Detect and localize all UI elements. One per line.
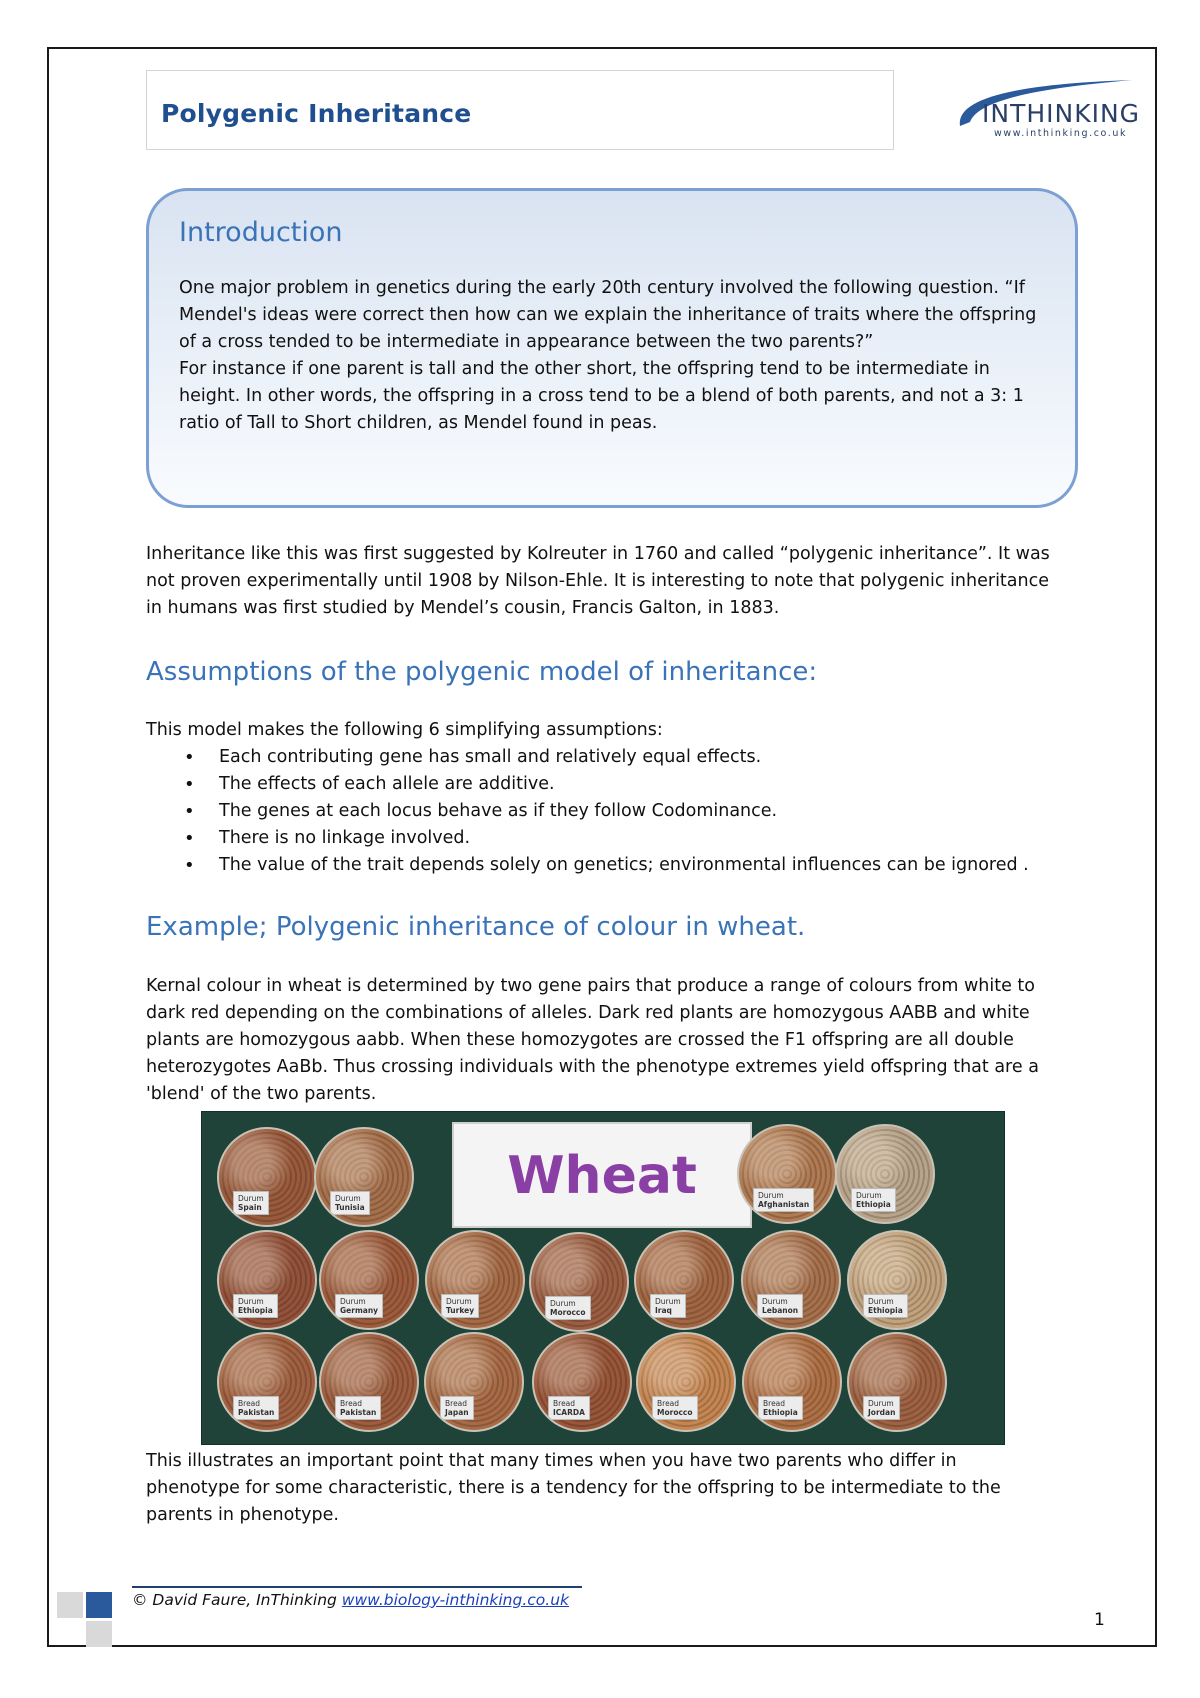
introduction-paragraph-1: One major problem in genetics during the early 20th century involved the following question. “If Mendel's ideas were correct then how can we explain the inheritance of traits where the offspring of a cross tended to be intermediate in appearance between the two parents?” bbox=[179, 278, 1037, 352]
assumption-item: • The genes at each locus behave as if they follow Codominance. bbox=[146, 798, 1056, 825]
logo-url: www.inthinking.co.uk bbox=[994, 128, 1128, 139]
wheat-sign bbox=[452, 1122, 752, 1228]
wheat-dish-origin: Morocco bbox=[657, 1408, 693, 1417]
footer-link[interactable]: www.biology-inthinking.co.uk bbox=[341, 1591, 569, 1609]
wheat-dish bbox=[319, 1230, 419, 1330]
assumptions-list bbox=[146, 744, 1056, 879]
wheat-dish bbox=[314, 1127, 414, 1227]
assumption-item: • Each contributing gene has small and relatively equal effects. bbox=[146, 744, 1056, 771]
wheat-dish-type: Bread bbox=[238, 1399, 261, 1408]
footer-square-blue bbox=[86, 1592, 112, 1618]
wheat-dish-origin: Japan bbox=[445, 1408, 469, 1417]
wheat-dish-origin: ICARDA bbox=[553, 1408, 585, 1417]
wheat-dish bbox=[835, 1124, 935, 1224]
wheat-dish-label bbox=[233, 1294, 278, 1318]
wheat-dish bbox=[847, 1230, 947, 1330]
wheat-dish-origin: Ethiopia bbox=[763, 1408, 798, 1417]
wheat-dish-label bbox=[548, 1396, 590, 1420]
wheat-dish-type: Durum bbox=[868, 1297, 894, 1306]
wheat-dish-type: Bread bbox=[445, 1399, 468, 1408]
wheat-dish-origin: Iraq bbox=[655, 1306, 672, 1315]
wheat-dish-label bbox=[441, 1294, 479, 1318]
wheat-dish-label bbox=[335, 1396, 381, 1420]
footer-square-grey bbox=[57, 1592, 83, 1618]
wheat-dish-type: Durum bbox=[340, 1297, 366, 1306]
wheat-dish-type: Durum bbox=[758, 1191, 784, 1200]
wheat-dish bbox=[737, 1124, 837, 1224]
wheat-dish-label bbox=[440, 1396, 474, 1420]
footer-rule bbox=[132, 1586, 582, 1588]
introduction-heading: Introduction bbox=[179, 217, 343, 248]
wheat-sign-text: Wheat bbox=[507, 1146, 697, 1206]
wheat-dish-origin: Ethiopia bbox=[856, 1200, 891, 1209]
wheat-dish-type: Durum bbox=[446, 1297, 472, 1306]
conclusion-paragraph: This illustrates an important point that many times when you have two parents who differ in phenotype for some characteristic, there is a tendency for the offspring to be intermediate to the parents in phenotype. bbox=[146, 1451, 1001, 1525]
wheat-dish-label bbox=[650, 1294, 686, 1318]
wheat-dish-label bbox=[233, 1191, 269, 1215]
wheat-dish-origin: Tunisia bbox=[335, 1203, 365, 1212]
wheat-dish-origin: Turkey bbox=[446, 1306, 475, 1315]
wheat-dish-type: Bread bbox=[340, 1399, 363, 1408]
wheat-dish bbox=[532, 1332, 632, 1432]
wheat-dish bbox=[741, 1230, 841, 1330]
wheat-dish-type: Durum bbox=[868, 1399, 894, 1408]
wheat-dish bbox=[636, 1332, 736, 1432]
wheat-dish bbox=[319, 1332, 419, 1432]
wheat-dish-type: Durum bbox=[238, 1194, 264, 1203]
inthinking-logo bbox=[948, 78, 1143, 150]
wheat-dish-origin: Ethiopia bbox=[238, 1306, 273, 1315]
assumptions-lead: This model makes the following 6 simplifying assumptions: bbox=[146, 720, 663, 740]
wheat-dish bbox=[217, 1127, 317, 1227]
wheat-dish-type: Durum bbox=[550, 1299, 576, 1308]
wheat-dish-origin: Pakistan bbox=[340, 1408, 377, 1417]
footer-square-grey bbox=[86, 1621, 112, 1647]
wheat-dish-type: Bread bbox=[763, 1399, 786, 1408]
wheat-dish-origin: Jordan bbox=[868, 1408, 896, 1417]
wheat-dish-label bbox=[545, 1296, 591, 1320]
header-box bbox=[146, 70, 894, 150]
wheat-dish-origin: Germany bbox=[340, 1306, 379, 1315]
assumption-item: • There is no linkage involved. bbox=[146, 825, 1056, 852]
wheat-dish-label bbox=[753, 1188, 814, 1212]
footer-copyright-text: © David Faure, InThinking bbox=[132, 1591, 342, 1609]
wheat-dish-type: Durum bbox=[655, 1297, 681, 1306]
wheat-dish-type: Durum bbox=[335, 1194, 361, 1203]
wheat-dish-label bbox=[330, 1191, 370, 1215]
wheat-dish-type: Bread bbox=[657, 1399, 680, 1408]
wheat-dish bbox=[742, 1332, 842, 1432]
page-title: Polygenic Inheritance bbox=[161, 99, 472, 128]
wheat-dish-label bbox=[233, 1396, 279, 1420]
wheat-dish-label bbox=[851, 1188, 896, 1212]
wheat-dish bbox=[217, 1230, 317, 1330]
introduction-paragraph-2: For instance if one parent is tall and the other short, the offspring tend to be intermediate in height. In other words, the offspring in a cross tend to be a blend of both parents, and not a 3: 1 ratio of Tall to Short children, as Mendel found in peas. bbox=[179, 359, 1024, 433]
wheat-dish bbox=[424, 1332, 524, 1432]
wheat-dish-origin: Ethiopia bbox=[868, 1306, 903, 1315]
example-paragraph: Kernal colour in wheat is determined by two gene pairs that produce a range of colours from white to dark red depending on the combinations of alleles. Dark red plants are homozygous AABB and white plants are homozygous aabb. When these homozygotes are crossed the F1 offspring are all double heterozygotes AaBb. Thus crossing individuals with the phenotype extremes yield offspring that are a 'blend' of the two parents. bbox=[146, 976, 1039, 1104]
wheat-dish-type: Durum bbox=[238, 1297, 264, 1306]
wheat-dish bbox=[634, 1230, 734, 1330]
wheat-dish-type: Durum bbox=[856, 1191, 882, 1200]
wheat-dish-label bbox=[757, 1294, 803, 1318]
example-heading: Example; Polygenic inheritance of colour in wheat. bbox=[146, 912, 806, 942]
assumption-item: • The effects of each allele are additive. bbox=[146, 771, 1056, 798]
wheat-photo bbox=[201, 1111, 1005, 1445]
wheat-dish-origin: Pakistan bbox=[238, 1408, 275, 1417]
wheat-dish bbox=[529, 1232, 629, 1332]
logo-wordmark: INTHINKING bbox=[982, 99, 1141, 128]
wheat-dish-origin: Lebanon bbox=[762, 1306, 799, 1315]
wheat-dish-label bbox=[863, 1294, 908, 1318]
wheat-dish-origin: Spain bbox=[238, 1203, 262, 1212]
footer-copyright bbox=[132, 1591, 569, 1609]
introduction-box bbox=[146, 188, 1078, 508]
wheat-dish-label bbox=[335, 1294, 383, 1318]
wheat-dish bbox=[217, 1332, 317, 1432]
wheat-dish-label bbox=[863, 1396, 900, 1420]
wheat-dish bbox=[425, 1230, 525, 1330]
wheat-dish-label bbox=[758, 1396, 803, 1420]
wheat-dish bbox=[847, 1332, 947, 1432]
wheat-dish-origin: Morocco bbox=[550, 1308, 586, 1317]
wheat-dish-type: Durum bbox=[762, 1297, 788, 1306]
wheat-dish-type: Bread bbox=[553, 1399, 576, 1408]
history-paragraph: Inheritance like this was first suggested by Kolreuter in 1760 and called “polygenic inheritance”. It was not proven experimentally until 1908 by Nilson-Ehle. It is interesting to note that polygenic inheritance in humans was first studied by Mendel’s cousin, Francis Galton, in 1883. bbox=[146, 544, 1050, 618]
wheat-dish-label bbox=[652, 1396, 698, 1420]
page-number: 1 bbox=[1094, 1610, 1105, 1630]
assumption-item: • The value of the trait depends solely on genetics; environmental influences can be ignored . bbox=[146, 852, 1056, 879]
assumptions-heading: Assumptions of the polygenic model of inheritance: bbox=[146, 657, 818, 687]
wheat-dish-origin: Afghanistan bbox=[758, 1200, 810, 1209]
